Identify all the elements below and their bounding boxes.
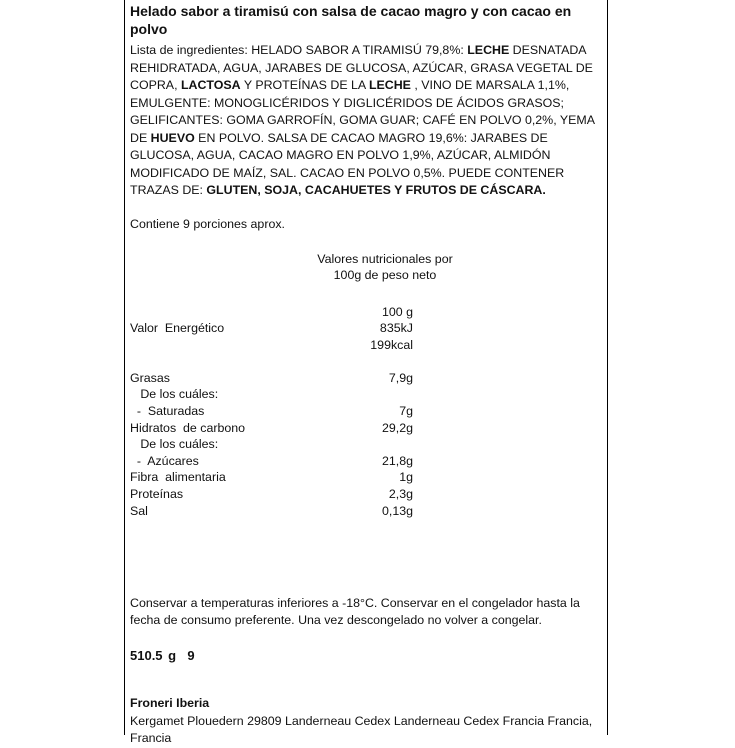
allergen-text: LECHE xyxy=(368,78,411,92)
company-info xyxy=(130,695,604,748)
nutrition-value: 29,2g xyxy=(381,420,413,435)
allergen-text: HUEVO xyxy=(150,130,195,145)
nutrition-row xyxy=(130,370,604,387)
nutrition-label: De los cuáles: xyxy=(130,437,219,452)
nutrition-value: 835kJ xyxy=(379,321,413,336)
nutrition-table xyxy=(130,304,604,520)
nutrition-row xyxy=(130,420,604,437)
nutrition-row xyxy=(130,304,604,321)
nutrition-label: Sal xyxy=(130,503,148,518)
allergen-text: LECHE xyxy=(467,43,510,57)
weight-value: 510.5 g xyxy=(130,648,177,664)
nutrition-label: - Saturadas xyxy=(130,404,205,419)
nutrition-header-line2: 100g de peso neto xyxy=(333,267,437,282)
nutrition-value: 21,8g xyxy=(381,453,413,468)
ingredient-text: EN POLVO. SALSA DE CACAO MAGRO 19,6%: JARABES DE GLUCOSA, AGUA, CACAO MAGRO EN POLVO 1,9%, AZÚCAR, ALMIDÓN MODIFICADO DE MAÍZ, SAL. CACAO EN POLVO 0,5%. PUEDE CONTENER TRAZAS DE: xyxy=(130,130,565,197)
nutrition-label: Proteínas xyxy=(130,487,184,502)
nutrition-row xyxy=(130,436,604,453)
nutrition-value: 7,9g xyxy=(388,370,413,385)
ingredient-text: Lista de ingredientes: HELADO SABOR A TIRAMISÚ 79,8%: xyxy=(130,43,468,57)
portions-text: Contiene 9 porciones aprox. xyxy=(130,216,285,231)
nutrition-row xyxy=(130,453,604,470)
nutrition-value: 7g xyxy=(399,404,413,419)
product-title: Helado sabor a tiramisú con salsa de cacao magro y con cacao en polvo xyxy=(130,3,572,37)
nutrition-value: 100 g xyxy=(381,304,413,319)
nutrition-row xyxy=(130,320,604,337)
net-weight xyxy=(130,647,604,665)
ingredient-text: DESNATADA REHIDRATADA, AGUA, JARABES DE GLUCOSA, AZÚCAR, GRASA VEGETAL DE COPRA, xyxy=(130,43,593,92)
nutrition-label: Hidratos de carbono xyxy=(130,420,246,435)
nutrition-label: - Azúcares xyxy=(130,453,199,468)
nutrition-header-line1: Valores nutricionales por xyxy=(317,251,453,266)
ingredients-list xyxy=(130,42,604,200)
company-name: Froneri Iberia xyxy=(130,696,210,711)
nutrition-row xyxy=(130,337,604,354)
ingredient-text: , VINO DE MARSALA 1,1%, EMULGENTE: MONOGLICÉRIDOS Y DIGLICÉRIDOS DE ÁCIDOS GRASOS; GELIFICANTES: GOMA GARROFÍN, GOMA GUAR; CAFÉ EN POLVO 0,2%, YEMA DE xyxy=(130,78,595,145)
nutrition-header xyxy=(255,251,515,283)
allergen-text: LACTOSA xyxy=(180,78,241,92)
nutrition-row xyxy=(130,469,604,486)
nutrition-row xyxy=(130,403,604,420)
ingredient-text: Y PROTEÍNAS DE LA xyxy=(240,78,369,92)
nutrition-value: 1g xyxy=(399,470,413,485)
nutrition-row xyxy=(130,486,604,503)
storage-instructions: Conservar a temperaturas inferiores a -18°C. Conservar en el congelador hasta la fecha de consumo preferente. Una vez descongelado no volver a congelar. xyxy=(130,596,580,628)
nutrition-label: Fibra alimentaria xyxy=(130,470,226,485)
nutrition-value: 0,13g xyxy=(381,503,413,518)
nutrition-value: 199kcal xyxy=(370,337,413,352)
nutrition-label: De los cuáles: xyxy=(130,387,219,402)
nutrition-row xyxy=(130,503,604,520)
company-address: Kergamet Plouedern 29809 Landerneau Cedex Landerneau Cedex Francia Francia, Francia xyxy=(130,713,593,746)
allergen-text: GLUTEN, SOJA, CACAHUETES Y FRUTOS DE CÁSCARA. xyxy=(206,183,546,197)
label-content xyxy=(130,0,604,748)
nutrition-row xyxy=(130,386,604,403)
nutrition-label: Grasas xyxy=(130,370,170,385)
nutrition-label: Valor Energético xyxy=(130,321,225,336)
nutrition-value: 2,3g xyxy=(388,487,413,502)
nutrition-row xyxy=(130,353,604,370)
weight-count: 9 xyxy=(187,648,195,664)
